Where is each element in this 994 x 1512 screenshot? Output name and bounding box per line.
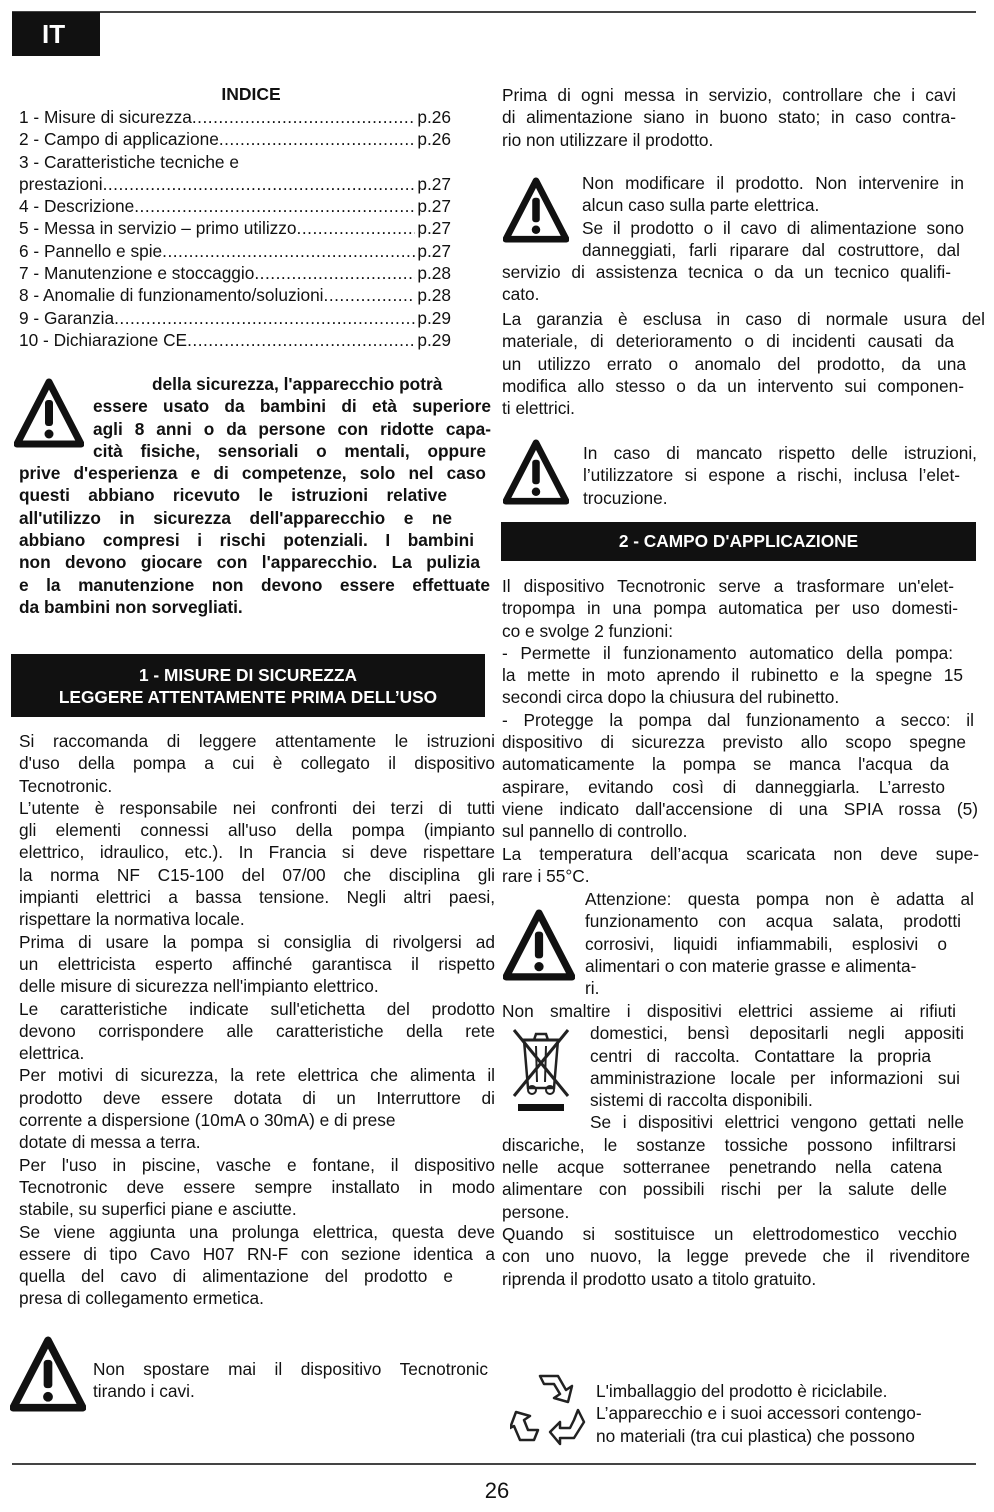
toc-entry[interactable]: 8 - Anomalie di funzionamento/soluzioni ..... p.28 xyxy=(19,284,451,306)
toc-entry[interactable]: 6 - Pannello e spie ..... p.27 xyxy=(19,240,451,262)
warning-triangle-icon xyxy=(503,438,569,506)
toc-entry[interactable]: 5 - Messa in servizio – primo utilizzo ..... p.27 xyxy=(19,217,451,239)
top-rule xyxy=(12,11,976,13)
section-1-body: Si raccomanda di leggere attentamente le istruzioni d'uso della pompa a cui è collegato il dispositivo Tecnotronic. L’utente è responsabile nei confronti dei terzi di tutti gli elementi connessi all'uso della pompa (impianto elettrico, idraulico, etc.). In Francia si deve rispettare la norma NF C15-100 del 07/00 che disciplina gli impianti elettrici a bassa tensione. Negli altri paesi, rispettare la normativa locale. Prima di usare la pompa si consiglia di rivolgersi ad un elettricista esperto affinché garantisca il rispetto delle misure di sicurezza nell'impianto elettrico. Le caratteristiche indicate sull'etichetta del prodotto devono corrispondere alle caratteristiche della rete elettrica. Per motivi di sicurezza, la rete elettrica che alimenta il prodotto deve essere dotata di un Interruttore di corrente a dispersione (10mA o 30mA) e di prese dotate di messa a terra. Per l'uso in piscine, vasche e fontane, il dispositivo Tecnotronic deve essere sempre installato in modo stabile, su superfici piane e asciutte. Se viene aggiunta una prolunga elettrica, questa deve essere di tipo Cavo H07 RN-F con sezione identica a quella del cavo di alimentazione del prodotto e presa di collegamento ermetica. xyxy=(19,731,495,1309)
toc-entry[interactable]: 1 - Misure di sicurezza ..... p.26 xyxy=(19,106,451,128)
index-title: INDICE xyxy=(221,84,281,104)
table-of-contents xyxy=(19,106,451,351)
section-1-title: 1 - MISURE DI SICUREZZA xyxy=(139,665,357,685)
section-1-header xyxy=(11,654,485,717)
right-intro: Prima di ogni messa in servizio, controllare che i cavi di alimentazione siano in buono stato; in caso contra- rio non utilizzare il prodotto. xyxy=(502,85,956,150)
page-number: 26 xyxy=(484,1478,510,1503)
cable-warning: Non spostare mai il dispositivo Tecnotronic tirando i cavi. xyxy=(93,1359,488,1402)
toc-entry[interactable]: 9 - Garanzia ..... p.29 xyxy=(19,307,451,329)
section-1-subtitle: LEGGERE ATTENTAMENTE PRIMA DELL’USO xyxy=(58,687,438,708)
bottom-rule xyxy=(12,1463,976,1465)
warning-triangle-icon xyxy=(10,1336,86,1412)
warning-triangle-icon xyxy=(503,908,575,982)
section-2-body: Il dispositivo Tecnotronic serve a trasformare un'elet- tropompa in una pompa automatica per uso domesti- co e svolge 2 funzioni: - Permette il funzionamento automatico della pompa: la mette in moto aprendo il rubinetto e la spegne 15 secondi circa dopo la chiusura del rubinetto. - Protegge la pompa dal funzionamento a secco: il dispositivo di sicurezza previsto allo scopo spegne automaticamente la pompa se manca l'acqua da aspirare, evitando così di danneggiarla. L’arresto viene indicato dall'accensione di una SPIA rossa (5) sul pannello di controllo. La temperatura dell’acqua scaricata non deve supe- rare i 55°C. xyxy=(502,576,979,886)
electrocution-warning: In caso di mancato rispetto delle istruzioni, l’utilizzatore si espone a rischi, inclusa l’elet- trocuzione. xyxy=(583,443,977,508)
section-2-header xyxy=(501,522,976,561)
toc-entry[interactable]: 10 - Dichiarazione CE ..... p.29 xyxy=(19,329,451,351)
child-safety-warning: della sicurezza, l'apparecchio potrà essere usato da bambini di età superiore agli 8 anni o da persone con ridotte capa- cità fisiche, sensoriali o mentali, oppure prive d'esperienza e di competenze, solo nel caso questi abbiano ricevuto le istruzioni relative all'utilizzo in sicurezza dell'apparecchio e ne abbiano compresi i rischi potenziali. I bambini non devono giocare con l'apparecchio. La pulizia e la manutenzione non devono essere effettuate da bambini non sorvegliati. xyxy=(19,374,491,617)
modify-warning: Non modificare il prodotto. Non intervenire in alcun caso sulla parte elettrica. Se il prodotto o il cavo di alimentazione sono danneggiati, farli riparare dal costruttore, dal servizio di assistenza tecnica o da un tecnico qualifi- cato. xyxy=(502,173,964,305)
toc-entry[interactable]: 2 - Campo di applicazione ..... p.26 xyxy=(19,128,451,150)
recycling-icon xyxy=(510,1370,588,1446)
guarantee-notice: La garanzia è esclusa in caso di normale usura del materiale, di deterioramento o di incidenti causati da un utilizzo errato o anomalo del prodotto, da una modifica allo stesso o da un intervento sui componen- ti elettrici. xyxy=(502,309,985,419)
disposal-notice: Non smaltire i dispositivi elettrici assieme ai rifiuti domestici, bensì depositarli negli appositi centri di raccolta. Contattare la propria amministrazione locale per informazioni sui sistemi di raccolta disponibili. Se i dispositivi elettrici vengono gettati nelle discariche, le sostanze tossiche possono infiltrarsi nelle acque sotterranee penetrando nella catena alimentare con possibili rischi per la salute delle persone. Quando si sostituisce un elettrodomestico vecchio con uno nuovo, la legge prevede che il rivenditore riprenda il prodotto usato a titolo gratuito. xyxy=(502,1001,970,1289)
toc-entry[interactable]: 4 - Descrizione ..... p.27 xyxy=(19,195,451,217)
toc-entry[interactable]: 3 - Caratteristiche tecniche e xyxy=(19,151,239,172)
toc-entry[interactable]: 7 - Manutenzione e stoccaggio ..... p.28 xyxy=(19,262,451,284)
recycling-notice: L'imballaggio del prodotto è riciclabile. L’apparecchio e i suoi accessori contengo- no materiali (tra cui plastica) che possono xyxy=(596,1381,922,1446)
language-tag: IT xyxy=(12,12,100,56)
liquids-warning: Attenzione: questa pompa non è adatta al funzionamento con acqua salata, prodotti corrosivi, liquidi infiammabili, esplosivi o alimentari o con materie grasse e alimenta- ri. xyxy=(585,889,974,999)
toc-entry[interactable]: prestazioni ..... p.27 xyxy=(19,173,451,195)
section-2-title: 2 - CAMPO D'APPLICAZIONE xyxy=(618,531,859,551)
